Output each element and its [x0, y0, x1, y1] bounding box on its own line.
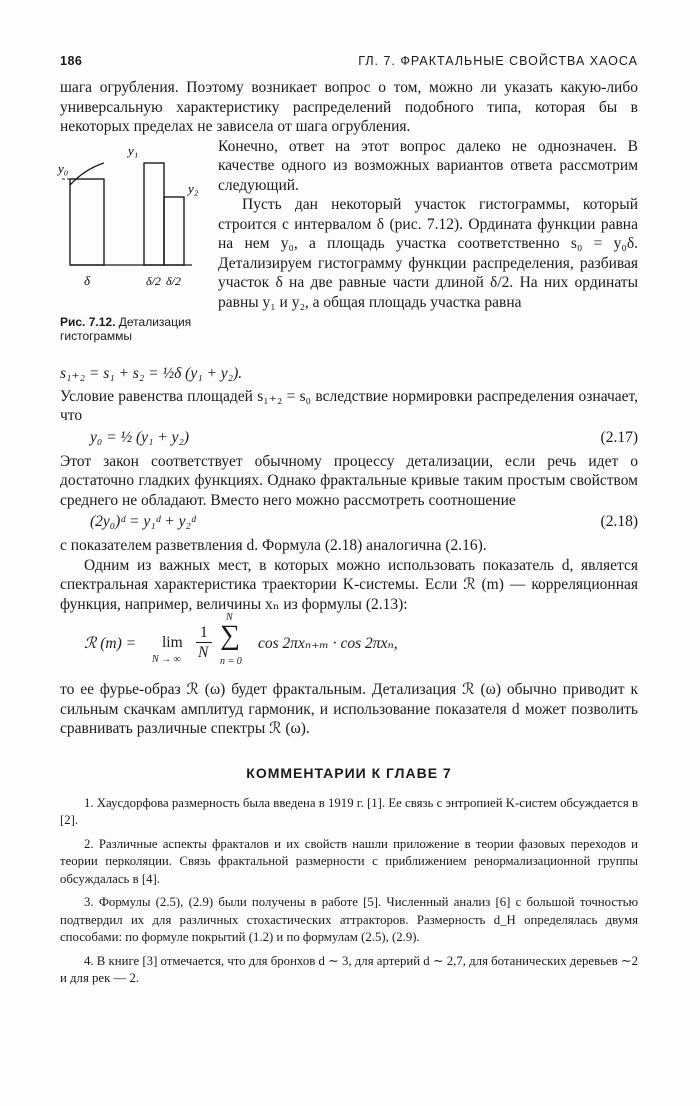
label-y1: y₁: [128, 142, 139, 158]
eq-r-sum-bot: n = 0: [220, 656, 242, 667]
comment-2: 2. Различные аспекты фракталов и их свойств нашли приложение в теории фазовых переходов и теории перколяции. Связь фрактальной размерности с приближением ренормализационной группы обсуждалась в [4].: [60, 836, 638, 886]
comment-4: 4. В книге [3] отмечается, что для бронхов d ∼ 3, для артерий d ∼ 2,7, для ботанических деревьев ∼2 и для рек — 2.: [60, 953, 638, 985]
equation-2-18-body: (2y₀)ᵈ = y₁ᵈ + y₂ᵈ: [90, 513, 196, 530]
equation-sum-body: s₁₊₂ = s₁ + s₂ = ½δ (y₁ + y₂).: [60, 364, 243, 382]
paragraph-fourier: то ее фурье-образ ℛ (ω) будет фрактальным. Детализация ℛ (ω) обычно приводит к сильным скачкам амплитуд гармоник, и использование показателя d может позволить сравнивать различные спектры ℛ (ω).: [60, 681, 638, 737]
page: [60, 54, 638, 988]
paragraph-intro: шага огрубления. Поэтому возникает вопрос о том, можно ли указать какую-либо универсальную характеристику распределений подобного типа, которая бы в некоторых пределах не зависела от шага огрубления.: [60, 79, 638, 135]
paragraph-spectral: Одним из важных мест, в которых можно использовать показатель d, является спектральная характеристика траектории K-системы. Если ℛ (m) — корреляционная функция, например, величины xₙ из формулы (2.13):: [60, 556, 638, 613]
page-header: [60, 54, 638, 76]
eq-r-lim: lim: [162, 634, 183, 651]
label-delta: δ: [84, 272, 91, 288]
eq-r-lim-sub: N → ∞: [152, 654, 181, 665]
running-title: ГЛ. 7. ФРАКТАЛЬНЫЕ СВОЙСТВА ХАОСА: [358, 54, 638, 68]
histogram-diagram: [60, 139, 210, 315]
comments-title: КОММЕНТАРИИ К ГЛАВЕ 7: [246, 764, 452, 781]
eq-r-rhs: cos 2πxₙ₊ₘ · cos 2πxₙ,: [258, 635, 398, 652]
histogram-bar-right-half: [164, 197, 184, 265]
paragraph-condition: Условие равенства площадей s₁₊₂ = s₀ вследствие нормировки распределения означает, что: [60, 387, 638, 424]
paragraph-exponent: с показателем разветвления d. Формула (2.18) аналогична (2.16).: [60, 537, 487, 554]
eq-r-lhs: ℛ (m) =: [84, 635, 137, 652]
equation-sum: [60, 361, 638, 387]
label-half-2: δ/2: [166, 273, 181, 288]
caption-text: Детализация гистограммы: [60, 314, 192, 343]
paragraph-wrap: Конечно, ответ на этот вопрос далеко не однозначен. В качестве одного из возможных вариантов ответа рассмотрим следующий.: [218, 137, 638, 194]
equation-2-17-number: (2.17): [600, 428, 638, 446]
fractal-curve: [70, 163, 104, 185]
equation-2-18: [60, 510, 638, 536]
equation-2-17: [60, 426, 638, 452]
equation-2-18-number: (2.18): [600, 513, 638, 530]
label-half-1: δ/2: [146, 273, 161, 288]
figure-7-12: [60, 139, 210, 357]
page-number: 186: [60, 54, 83, 68]
eq-r-sum-top: N: [226, 612, 233, 623]
caption-number: Рис. 7.12.: [60, 314, 116, 329]
equation-correlation: [60, 614, 638, 674]
eq-r-frac-bar: [196, 642, 212, 643]
histogram-bar-original: [70, 179, 104, 265]
eq-r-frac-num: 1: [200, 624, 208, 641]
comment-1: 1. Хаусдорфова размерность была введена в 1919 г. [1]. Ее связь с энтропией K-систем обсуждается в [2].: [60, 795, 638, 827]
comment-3: 3. Формулы (2.5), (2.9) были получены в работе [5]. Численный анализ [6] с большой точностью подтвердил их для различных стохастических аттракторов. Размерность d_H определялась двумя способами: по формуле покрытий (1.2) и по формулам (2.5), (2.9).: [60, 895, 638, 944]
paragraph-histogram: Пусть дан некоторый участок гистограммы, который строится с интервалом δ (рис. 7.12). Ордината функции равна на нем y₀, а площадь участка соответственно s₀ = y₀δ. Детализируем гистограмму функции распределения, разбивая участок δ на две равные части длиной δ/2. На них ординаты равны y₁ и y₂, а общая площадь участка равна: [218, 196, 638, 311]
figure-caption: [60, 315, 210, 343]
histogram-bar-left-half: [144, 163, 164, 265]
label-y2: y₂: [188, 180, 199, 196]
equation-2-17-body: y₀ = ½ (y₁ + y₂): [90, 428, 190, 446]
paragraph-fractal: Этот закон соответствует обычному процессу детализации, если речь идет о достаточно гладких функциях. Однако фрактальные кривые таким простым свойством среднего не обладают. Вместо него можно рассмотреть соотношение: [60, 452, 638, 509]
eq-r-frac-den: N: [198, 644, 209, 661]
label-y0: y₀: [58, 160, 69, 176]
eq-r-sigma: ∑: [220, 620, 240, 651]
